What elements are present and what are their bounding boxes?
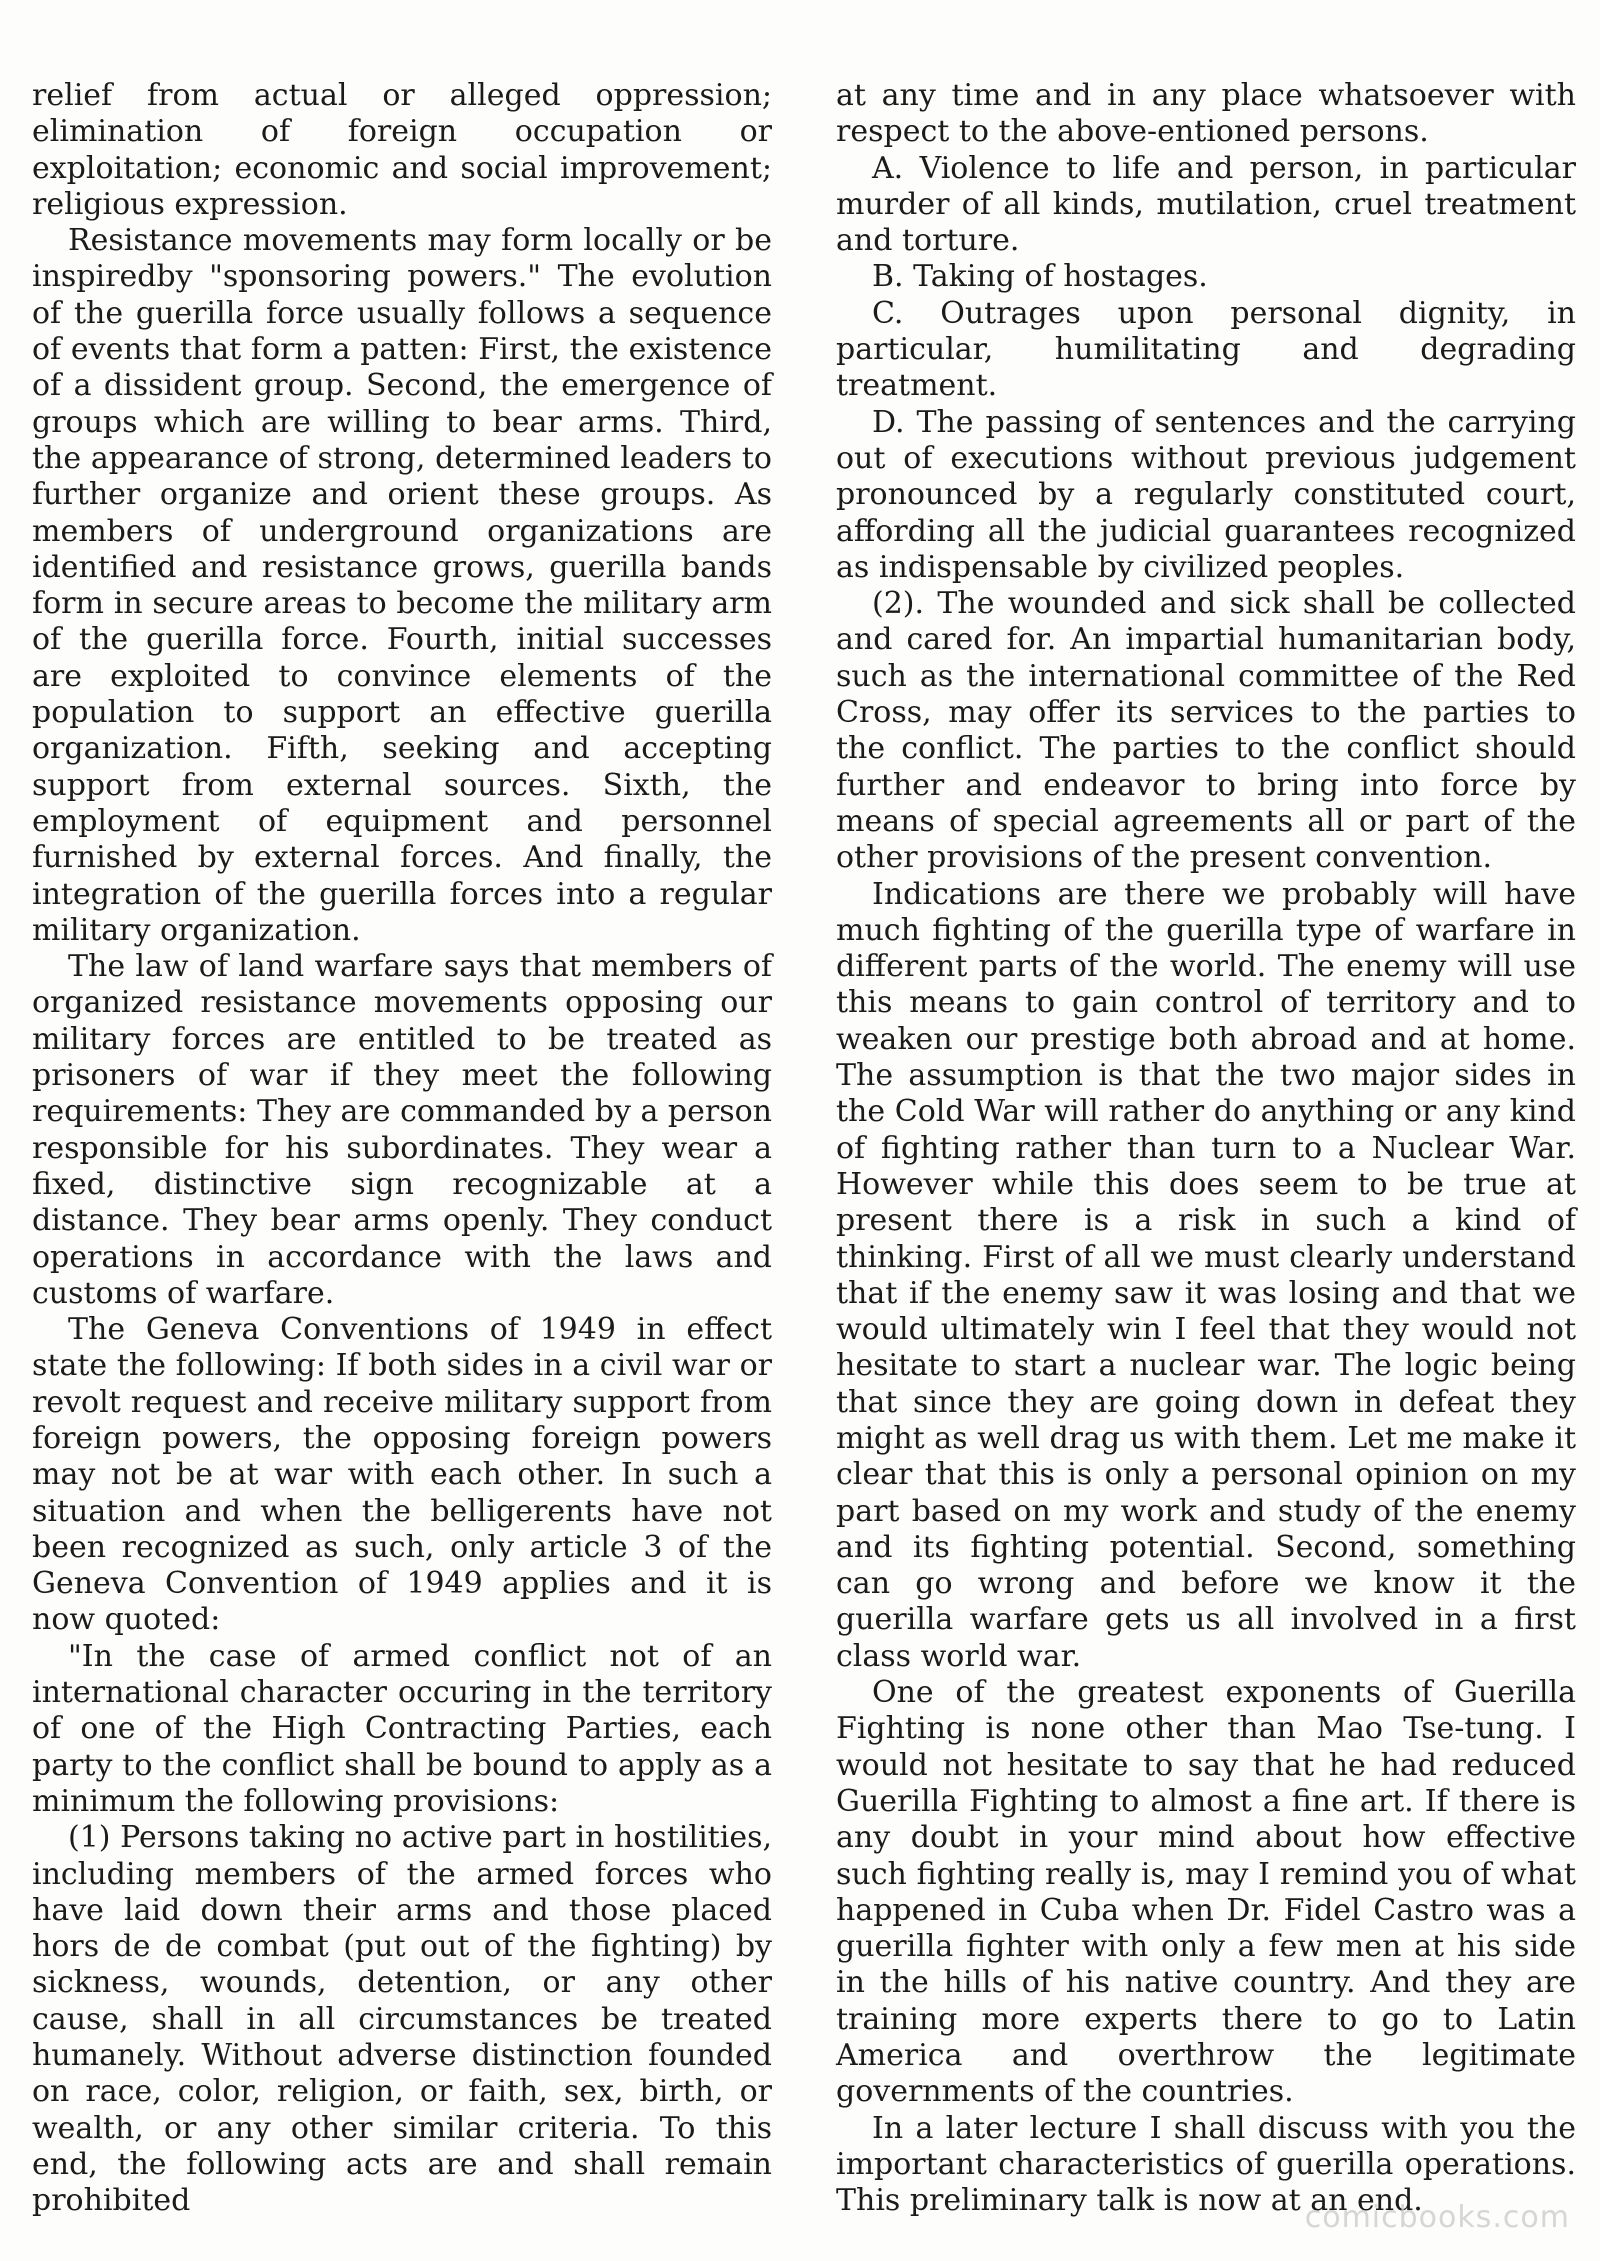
- paragraph: (2). The wounded and sick shall be collected and cared for. An impartial humanitarian body, such as the international committee of the Red Cross, may offer its services to the parties to the conflict. The parties to the conflict should further and endeavor to bring into force by means of special agreements all or part of the other provisions of the present convention.: [836, 586, 1576, 876]
- paragraph: One of the greatest exponents of Guerilla Fighting is none other than Mao Tse-tung. I would not hesitate to say that he had reduced Guerilla Fighting to almost a fine art. If there is any doubt in your mind about how effective such fighting really is, may I remind you of what happened in Cuba when Dr. Fidel Castro was a guerilla fighter with only a few men at his side in the hills of his native country. And they are training more experts there to go to Latin America and overthrow the legitimate governments of the countries.: [836, 1675, 1576, 2110]
- paragraph: at any time and in any place whatsoever with respect to the above-entioned persons.: [836, 78, 1576, 150]
- paragraph: Indications are there we probably will have much fighting of the guerilla type of warfare in different parts of the world. The enemy will use this means to gain control of territory and to weaken our prestige both abroad and at home. The assumption is that the two major sides in the Cold War will rather do anything or any kind of fighting rather than turn to a Nuclear War. However while this does seem to be true at present there is a risk in such a kind of thinking. First of all we must clearly understand that if the enemy saw it was losing and that we would ultimately win I feel that they would not hesitate to start a nuclear war. The logic being that since they are going down in defeat they might as well drag us with them. Let me make it clear that this is only a personal opinion on my part based on my work and study of the enemy and its fighting potential. Second, something can go wrong and before we know it the guerilla warfare gets us all involved in a first class world war.: [836, 876, 1576, 1674]
- paragraph: The law of land warfare says that members of organized resistance movements opposing our military forces are entitled to be treated as prisoners of war if they meet the following requirements: They are commanded by a person responsible for his subordinates. They wear a fixed, distinctive sign recognizable at a distance. They bear arms openly. They conduct operations in accordance with the laws and customs of warfare.: [32, 949, 772, 1311]
- paragraph: The Geneva Conventions of 1949 in effect state the following: If both sides in a civil war or revolt request and receive military support from foreign powers, the opposing foreign powers may not be at war with each other. In such a situation and when the belligerents have not been recognized as such, only article 3 of the Geneva Convention of 1949 applies and it is now quoted:: [32, 1312, 772, 1638]
- paragraph: Resistance movements may form locally or be inspiredby "sponsoring powers." The evolution of the guerilla force usually follows a sequence of events that form a patten: First, the existence of a dissident group. Second, the emergence of groups which are willing to bear arms. Third, the appearance of strong, determined leaders to further organize and orient these groups. As members of underground organizations are identified and resistance grows, guerilla bands form in secure areas to become the military arm of the guerilla force. Fourth, initial successes are exploited to convince elements of the population to support an effective guerilla organization. Fifth, seeking and accepting support from external sources. Sixth, the employment of equipment and personnel furnished by external forces. And finally, the integration of the guerilla forces into a regular military organization.: [32, 223, 772, 948]
- paragraph: D. The passing of sentences and the carrying out of executions without previous judgement pronounced by a regularly constituted court, affording all the judicial guarantees recognized as indispensable by civilized peoples.: [836, 404, 1576, 585]
- paragraph: In a later lecture I shall discuss with you the important characteristics of guerilla operations. This preliminary talk is now at an end.: [836, 2110, 1576, 2219]
- paragraph: A. Violence to life and person, in particular murder of all kinds, mutilation, cruel treatment and torture.: [836, 150, 1576, 259]
- watermark: comicbooks.com: [1304, 2200, 1570, 2235]
- paragraph: relief from actual or alleged oppression; elimination of foreign occupation or exploitation; economic and social improvement; religious expression.: [32, 78, 772, 222]
- right-text-column: [836, 78, 1576, 2220]
- paragraph: C. Outrages upon personal dignity, in particular, humilitating and degrading treatment.: [836, 295, 1576, 404]
- paragraph: (1) Persons taking no active part in hostilities, including members of the armed forces who have laid down their arms and those placed hors de de combat (put out of the fighting) by sickness, wounds, detention, or any other cause, shall in all circumstances be treated humanely. Without adverse distinction founded on race, color, religion, or faith, sex, birth, or wealth, or any other similar criteria. To this end, the following acts are and shall remain prohibited: [32, 1820, 772, 2219]
- left-text-column: [32, 78, 772, 2220]
- paragraph: "In the case of armed conflict not of an international character occuring in the territory of one of the High Contracting Parties, each party to the conflict shall be bound to apply as a minimum the following provisions:: [32, 1638, 772, 1819]
- paragraph: B. Taking of hostages.: [872, 259, 1208, 295]
